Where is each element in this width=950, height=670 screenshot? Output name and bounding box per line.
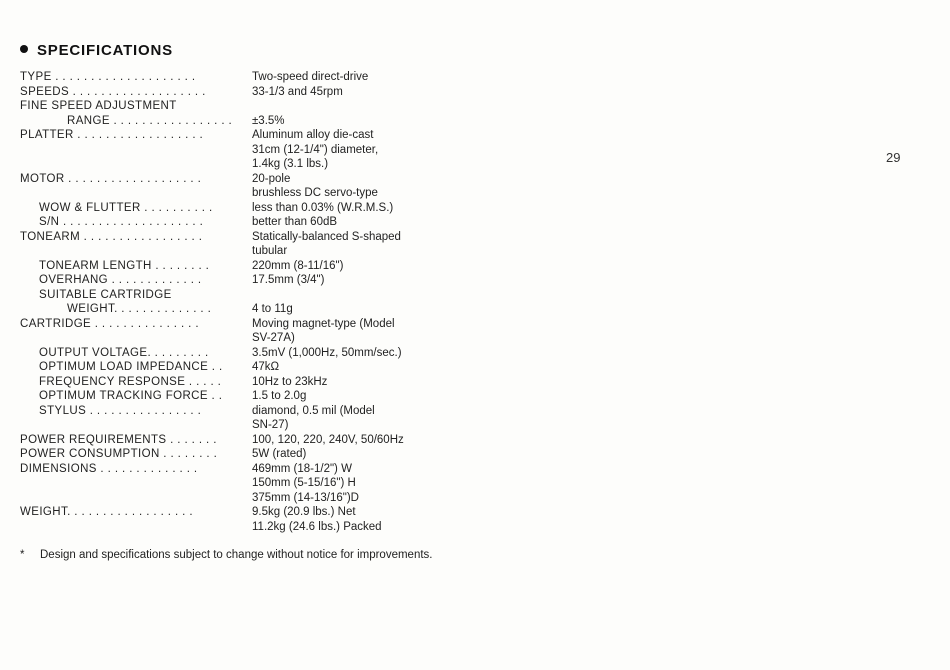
spec-label: FREQUENCY RESPONSE . . . . .: [39, 375, 222, 388]
spec-row: [20, 447, 460, 462]
spec-value-line: 150mm (5-15/16") H: [252, 477, 356, 489]
spec-row: [20, 462, 460, 506]
spec-label: PLATTER . . . . . . . . . . . . . . . . . .: [20, 129, 204, 141]
spec-row: [20, 302, 460, 317]
spec-value-line: 1.4kg (3.1 lbs.): [252, 158, 329, 170]
spec-value: [252, 85, 460, 100]
spec-value-line: 31cm (12-1/4") diameter,: [252, 143, 379, 156]
footnote-marker: *: [20, 549, 25, 561]
spec-value: [252, 215, 460, 230]
spec-row: [20, 259, 460, 274]
spec-label: MOTOR . . . . . . . . . . . . . . . . . . .: [20, 172, 202, 185]
spec-value-line: ±3.5%: [252, 114, 285, 127]
spec-label: CARTRIDGE . . . . . . . . . . . . . . .: [20, 317, 199, 330]
spec-row: [20, 114, 460, 129]
spec-value-line: 5W (rated): [252, 448, 307, 460]
spec-value-line: 220mm (8-11/16"): [252, 259, 344, 272]
spec-value: [252, 172, 460, 201]
spec-value: [252, 375, 460, 390]
spec-label: WEIGHT. . . . . . . . . . . . . .: [67, 303, 212, 315]
spec-label: OPTIMUM TRACKING FORCE . .: [39, 390, 223, 402]
spec-row: [20, 389, 460, 404]
spec-value-line: Moving magnet-type (Model: [252, 317, 395, 330]
spec-value-line: 4 to 11g: [252, 303, 293, 315]
spec-label: FINE SPEED ADJUSTMENT: [20, 100, 177, 112]
spec-value-line: 1.5 to 2.0g: [252, 390, 307, 402]
spec-value: [252, 259, 460, 274]
spec-value: [252, 99, 460, 114]
spec-row: [20, 360, 460, 375]
spec-label: SUITABLE CARTRIDGE: [39, 288, 172, 301]
spec-value-line: tubular: [252, 245, 288, 257]
spec-value-line: Statically-balanced S-shaped: [252, 230, 401, 243]
spec-row: [20, 215, 460, 230]
spec-row: [20, 172, 460, 201]
spec-value-line: SV-27A): [252, 332, 295, 344]
spec-value-line: 17.5mm (3/4"): [252, 274, 325, 286]
section-heading: [20, 42, 173, 59]
spec-value-line: better than 60dB: [252, 216, 338, 228]
spec-row: [20, 85, 460, 100]
spec-value-line: 469mm (18-1/2") W: [252, 462, 352, 475]
spec-value-line: less than 0.03% (W.R.M.S.): [252, 201, 394, 214]
footnote-text: Design and specifications subject to change without notice for improvements.: [40, 549, 433, 561]
spec-value-line: SN-27): [252, 419, 289, 431]
footnote: [20, 548, 440, 563]
spec-value-line: 20-pole: [252, 172, 291, 185]
spec-value: [252, 433, 460, 448]
spec-value: [252, 302, 460, 317]
spec-row: [20, 505, 460, 534]
spec-value-line: diamond, 0.5 mil (Model: [252, 404, 375, 417]
spec-row: [20, 346, 460, 361]
spec-value: [252, 288, 460, 303]
spec-value: [252, 230, 460, 259]
spec-value: [252, 317, 460, 346]
spec-value-line: Aluminum alloy die-cast: [252, 129, 374, 141]
bullet-icon: [20, 45, 28, 53]
spec-value-line: 9.5kg (20.9 lbs.) Net: [252, 506, 356, 518]
spec-value-line: 11.2kg (24.6 lbs.) Packed: [252, 520, 382, 533]
specifications-table: [20, 70, 460, 534]
spec-value-line: 33-1/3 and 45rpm: [252, 85, 343, 98]
spec-label: POWER CONSUMPTION . . . . . . . .: [20, 448, 218, 460]
spec-value-line: 3.5mV (1,000Hz, 50mm/sec.): [252, 346, 402, 359]
spec-value: [252, 404, 460, 433]
spec-row: [20, 433, 460, 448]
spec-label: DIMENSIONS . . . . . . . . . . . . . .: [20, 462, 198, 475]
spec-value: [252, 346, 460, 361]
spec-value-line: 375mm (14-13/16")D: [252, 491, 359, 504]
spec-row: [20, 288, 460, 303]
spec-value: [252, 128, 460, 172]
spec-row: [20, 128, 460, 172]
spec-label: STYLUS . . . . . . . . . . . . . . . .: [39, 404, 202, 417]
spec-value: [252, 273, 460, 288]
spec-value-line: 100, 120, 220, 240V, 50/60Hz: [252, 433, 404, 446]
spec-label: TYPE . . . . . . . . . . . . . . . . . . . .: [20, 71, 196, 83]
spec-label: POWER REQUIREMENTS . . . . . . .: [20, 433, 217, 446]
spec-value-line: 47kΩ: [252, 361, 280, 373]
spec-label: SPEEDS . . . . . . . . . . . . . . . . . . .: [20, 85, 206, 98]
spec-value: [252, 505, 460, 534]
spec-value: [252, 360, 460, 375]
spec-label: TONEARM . . . . . . . . . . . . . . . . .: [20, 230, 203, 243]
spec-row: [20, 273, 460, 288]
spec-label: WEIGHT. . . . . . . . . . . . . . . . . .: [20, 506, 193, 518]
spec-row: [20, 201, 460, 216]
spec-label: RANGE . . . . . . . . . . . . . . . . .: [67, 114, 233, 127]
spec-value: [252, 389, 460, 404]
spec-value: [252, 447, 460, 462]
spec-row: [20, 375, 460, 390]
spec-label: S/N . . . . . . . . . . . . . . . . . . . .: [39, 216, 204, 228]
spec-label: OVERHANG . . . . . . . . . . . . .: [39, 274, 202, 286]
spec-value-line: 10Hz to 23kHz: [252, 375, 328, 388]
spec-row: [20, 99, 460, 114]
spec-value-line: brushless DC servo-type: [252, 187, 378, 199]
spec-value: [252, 70, 460, 85]
spec-row: [20, 230, 460, 259]
spec-label: OUTPUT VOLTAGE. . . . . . . . .: [39, 346, 209, 359]
spec-label: WOW & FLUTTER . . . . . . . . . .: [39, 201, 213, 214]
spec-value: [252, 462, 460, 506]
spec-row: [20, 317, 460, 346]
spec-row: [20, 70, 460, 85]
spec-value: [252, 201, 460, 216]
spec-row: [20, 404, 460, 433]
spec-label: TONEARM LENGTH . . . . . . . .: [39, 259, 210, 272]
spec-label: OPTIMUM LOAD IMPEDANCE . .: [39, 361, 223, 373]
page-number: 29: [886, 150, 901, 165]
spec-value: [252, 114, 460, 129]
section-heading-text: SPECIFICATIONS: [37, 42, 173, 59]
spec-value-line: Two-speed direct-drive: [252, 71, 369, 83]
